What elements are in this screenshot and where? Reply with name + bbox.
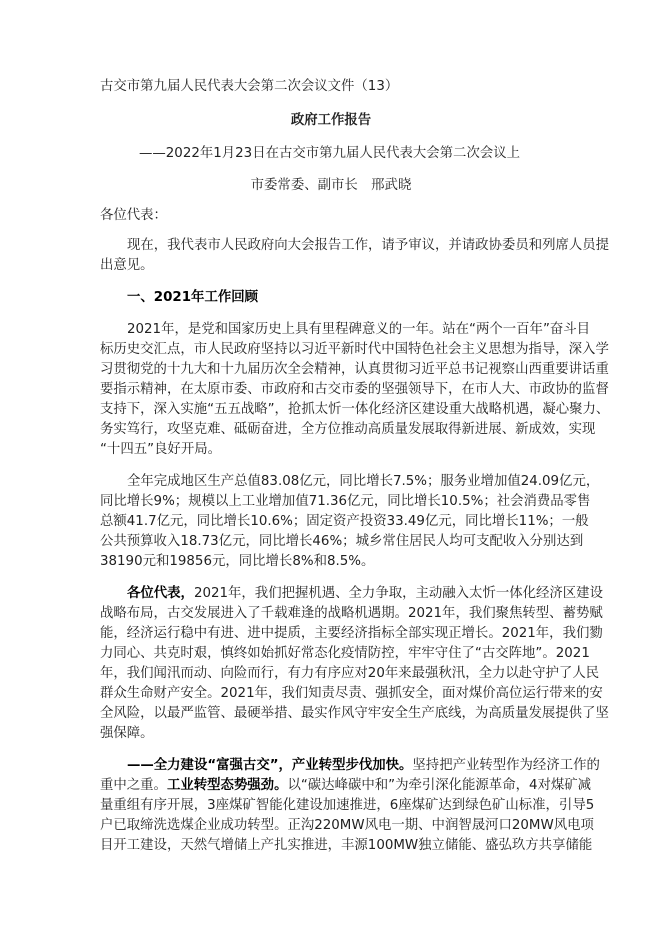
text-line	[100, 756, 600, 776]
section-heading: 一、2021年工作回顾	[127, 290, 259, 305]
text-span: 公共预算收入18.73亿元，同比增长46%；城乡常住居民人均可支配收入分别达到	[100, 534, 584, 549]
paragraph	[100, 584, 609, 744]
paragraph	[100, 756, 600, 856]
text-span: 标历史交汇点，市人民政府坚持以习近平新时代中国特色社会主义思想为指导，深入学	[100, 342, 609, 357]
text-line	[100, 256, 562, 276]
text-span: 强保障。	[100, 726, 154, 741]
text-line	[100, 552, 562, 572]
paragraph	[100, 472, 600, 572]
text-span: 2021年，我们把握机遇、全力争取，主动融入太忻一体化经济区建设	[193, 586, 603, 601]
body-text	[100, 320, 610, 856]
bold-text: 各位代表，	[127, 586, 194, 601]
text-line	[100, 420, 596, 440]
text-line	[100, 724, 562, 744]
text-span: 全风险，以最严监管、最硬举措、最实作风守牢安全生产底线，为高质量发展提供了坚	[100, 706, 609, 721]
text-line	[100, 644, 590, 664]
text-line	[100, 320, 591, 340]
text-line	[100, 584, 603, 604]
text-line	[100, 236, 610, 256]
text-span: 战略布局，古交发展进入了千载难逢的战略机遇期。2021年，我们聚焦转型、蓄势赋	[100, 606, 603, 621]
text-span: 38190元和19856元，同比增长8%和8.5%。	[100, 554, 375, 569]
text-span: 支持下，深入实施“五五战略”，抢抓太忻一体化经济区建设重大战略机遇，凝心聚力、	[100, 402, 610, 417]
text-line	[100, 664, 600, 684]
text-line	[100, 836, 593, 856]
text-line	[100, 440, 562, 460]
text-span: 户已取缔洗选煤企业成功转型。正沟220MW风电一期、中润智晟河口20MW风电项	[100, 818, 594, 833]
text-span: 群众生命财产安全。2021年，我们知责尽责、强抓安全，面对煤价高位运行带来的安	[100, 686, 603, 701]
subtitle: ——2022年1月23日在古交市第九届人民代表大会第二次会议上	[139, 146, 521, 161]
text-span: 年，我们闻汛而动、向险而行，有力有序应对20年来最强秋汛，全力以赴守护了人民	[100, 666, 600, 681]
text-line	[100, 492, 591, 512]
intro-paragraph	[100, 236, 610, 276]
text-span: 能，经济运行稳中有进、进中提质，主要经济指标全部实现正增长。2021年，我们勠	[100, 626, 603, 641]
text-line	[100, 532, 584, 552]
text-line	[100, 684, 603, 704]
page-title: 政府工作报告	[290, 113, 372, 128]
text-line	[100, 360, 609, 380]
greeting: 各位代表：	[100, 208, 167, 223]
text-line	[100, 340, 609, 360]
text-line	[100, 512, 589, 532]
text-span: 习贯彻党的十九大和十九届历次全会精神，认真贯彻习近平总书记视察山西重要讲话重	[100, 362, 609, 377]
text-span: 目开工建设，天然气增储上产扎实推进，丰源100MW独立储能、盛弘玖方共享储能	[100, 838, 593, 853]
text-span: 总额41.7亿元，同比增长10.6%；固定资产投资33.49亿元，同比增长11%；一般	[100, 514, 589, 529]
text-span: 力同心、共克时艰，慎终如始抓好常态化疫情防控，牢牢守住了“古交阵地”。2021	[100, 646, 590, 661]
text-span: 同比增长9%；规模以上工业增加值71.36亿元，同比增长10.5%；社会消费品零售	[100, 494, 591, 509]
text-line	[100, 472, 600, 492]
text-span: 全年完成地区生产总值83.08亿元，同比增长7.5%；服务业增加值24.09亿元，	[127, 474, 600, 489]
text-line	[100, 704, 609, 724]
text-span: “十四五”良好开局。	[100, 442, 221, 457]
text-span: 现在，我代表市人民政府向大会报告工作，请予审议，并请政协委员和列席人员提	[127, 238, 610, 253]
text-span: 出意见。	[100, 258, 154, 273]
text-line	[100, 776, 592, 796]
bold-text: 工业转型态势强劲。	[166, 778, 288, 793]
text-span: 量重组有序开展，3座煤矿智能化建设加速推进，6座煤矿达到绿色矿山标准，引导5	[100, 798, 595, 813]
text-line	[100, 400, 610, 420]
text-span: 要指示精神，在太原市委、市政府和古交市委的坚强领导下，在市人大、市政协的监督	[100, 382, 609, 397]
author-line: 市委常委、副市长 邢武晓	[250, 178, 412, 193]
text-line	[100, 380, 609, 400]
text-span: 2021年，是党和国家历史上具有里程碑意义的一年。站在“两个一百年”奋斗目	[127, 322, 591, 337]
document-page	[100, 77, 610, 868]
paragraph	[100, 320, 610, 460]
text-span: 坚持把产业转型作为经济工作的	[412, 758, 600, 773]
bold-text: ——全力建设“富强古交”，产业转型步伐加快。	[127, 758, 413, 773]
text-line	[100, 604, 603, 624]
text-span: 重中之重。	[100, 778, 167, 793]
text-line	[100, 624, 603, 644]
text-span: 以“碳达峰碳中和”为牵引深化能源革命，4对煤矿减	[287, 778, 592, 793]
text-line	[100, 796, 595, 816]
text-span: 务实笃行，攻坚克难、砥砺奋进，全方位推动高质量发展取得新进展、新成效，实现	[100, 422, 596, 437]
document-header: 古交市第九届人民代表大会第二次会议文件（13）	[100, 79, 399, 94]
text-line	[100, 816, 594, 836]
